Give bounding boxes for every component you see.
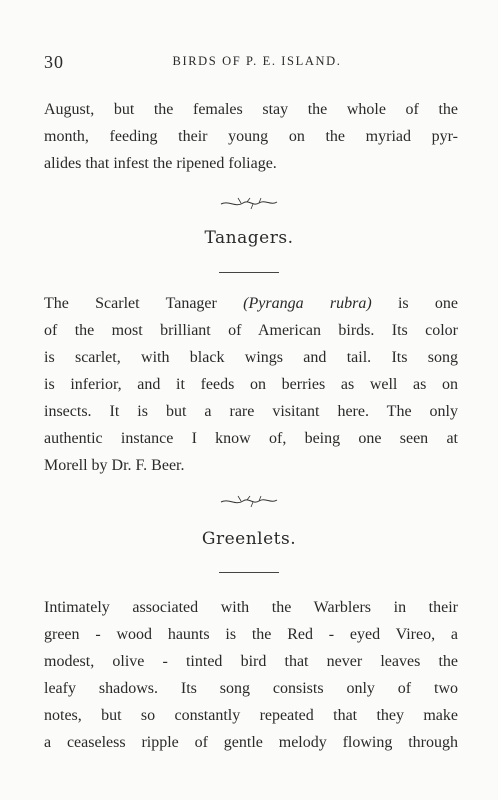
text-line: insects. It is but a rare visitant here. The only <box>44 403 458 420</box>
running-head <box>44 52 458 72</box>
section-heading-greenlets: Greenlets. <box>201 529 297 549</box>
text-line: a ceaseless ripple of gentle melody flowing through <box>44 734 458 751</box>
text-line: Intimately associated with the Warblers in their <box>44 599 458 616</box>
text-line: August, but the females stay the whole of the <box>44 101 458 118</box>
paragraph-tanagers <box>44 290 458 479</box>
section-ornament <box>0 494 498 513</box>
paragraph-greenlets <box>44 594 458 756</box>
text-line: Morell by Dr. F. Beer. <box>44 457 185 474</box>
section-heading-tanagers: Tanagers. <box>204 228 294 248</box>
text-run: The Scarlet Tanager <box>44 295 244 312</box>
vine-ornament-icon <box>219 196 279 210</box>
heading-rule <box>219 272 279 273</box>
vine-ornament-icon <box>219 494 279 508</box>
text-line: is scarlet, with black wings and tail. Its song <box>44 349 458 366</box>
text-line: is inferior, and it feeds on berries as well as on <box>44 376 458 393</box>
text-line: modest, olive - tinted bird that never leaves the <box>44 653 458 670</box>
paragraph-continuation <box>44 96 458 177</box>
text-line: authentic instance I know of, being one seen at <box>44 430 458 447</box>
text-line: of the most brilliant of American birds. Its color <box>44 322 458 339</box>
section-ornament <box>0 196 498 215</box>
text-line: notes, but so constantly repeated that they make <box>44 707 458 724</box>
text-line: alides that infest the ripened foliage. <box>44 155 277 172</box>
scientific-name: (Pyranga rubra) <box>243 295 372 312</box>
text-line <box>44 290 458 317</box>
text-line: leafy shadows. Its song consists only of two <box>44 680 458 697</box>
page-number: 30 <box>44 52 64 72</box>
running-title: BIRDS OF P. E. ISLAND. <box>172 54 342 68</box>
text-run: is one <box>371 295 458 312</box>
heading-rule <box>219 572 279 573</box>
text-line: green - wood haunts is the Red - eyed Vireo, a <box>44 626 458 643</box>
text-line: month, feeding their young on the myriad pyr- <box>44 128 458 145</box>
